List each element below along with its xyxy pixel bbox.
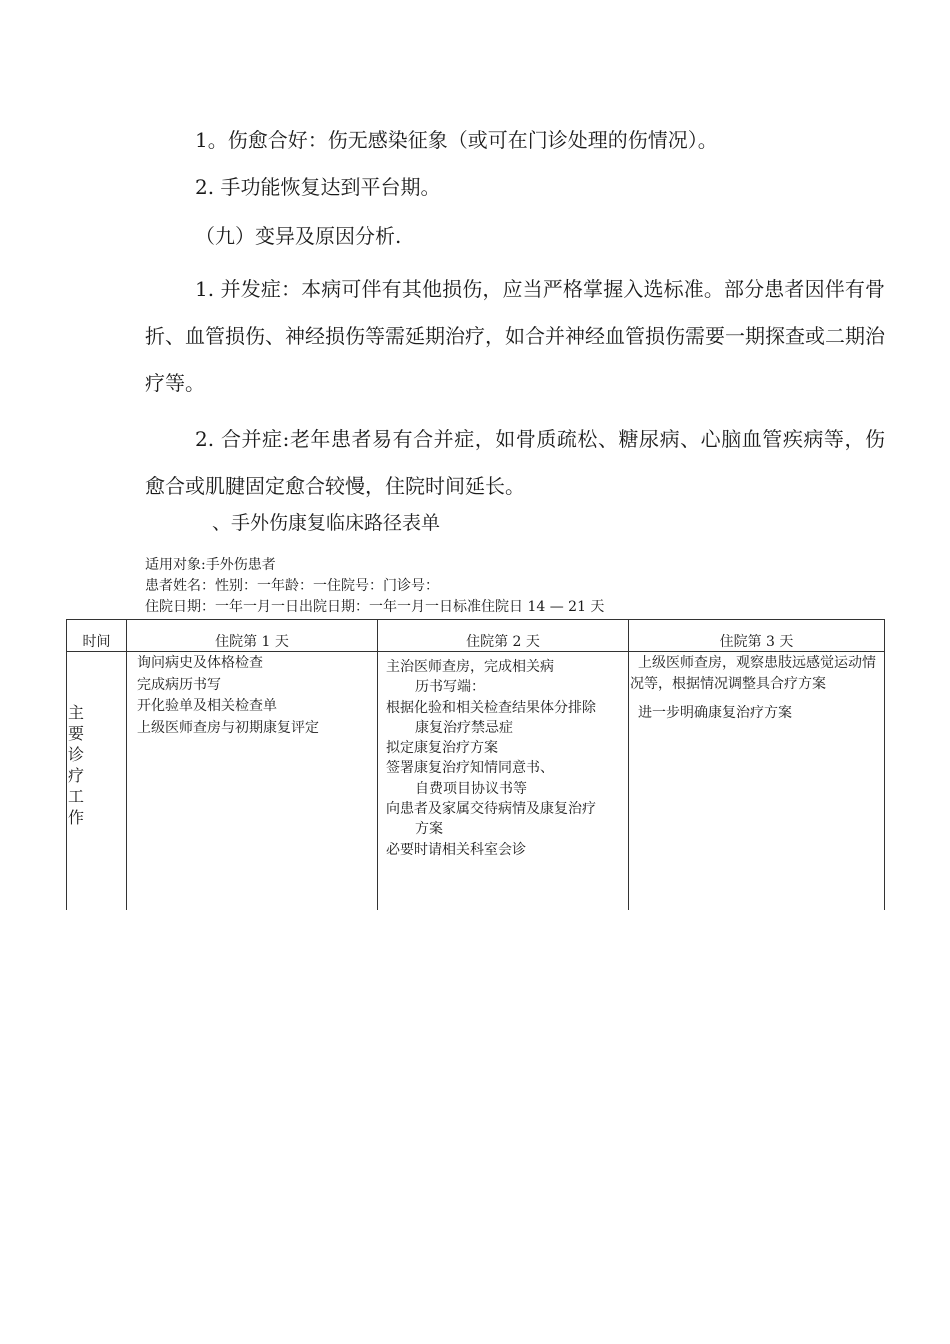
table-row-main-treatment <box>67 652 885 911</box>
list-item: 进一步明确康复治疗方案 <box>638 705 792 721</box>
criteria-wound-healed: 1。伤愈合好：伤无感染征象（或可在门诊处理的伤情况）。 <box>195 128 718 152</box>
admission-dates-line: 住院日期：一年一月一日出院日期：一年一月一日标准住院日 14 — 21 天 <box>145 599 605 615</box>
table-header-row <box>67 620 885 652</box>
criteria-hand-function: 2. 手功能恢复达到平台期。 <box>195 175 441 199</box>
applicable-patients: 适用对象:手外伤患者 <box>145 557 276 573</box>
cell-day-2 <box>378 652 629 911</box>
section-heading-variation: （九）变异及原因分析. <box>195 224 402 248</box>
form-title: 、手外伤康复临床路径表单 <box>212 512 441 534</box>
paragraph-comorbidities: 2. 合并症:老年患者易有合并症，如骨质疏松、糖尿病、心脑血管疾病等，伤愈合或肌腱固定愈合较慢，住院时间延长。 <box>145 427 885 498</box>
list-item: 开化验单及相关检查单 <box>137 698 277 714</box>
list-item: 根据化验和相关检查结果体分排除 <box>386 699 596 716</box>
list-item: 上级医师查房，观察患肢远感觉运动情况等，根据情况调整具合疗方案 <box>630 655 876 692</box>
row-label-char: 主 <box>68 703 85 722</box>
list-item: 自费项目协议书等 <box>415 780 527 797</box>
row-label-char: 要 <box>68 724 85 743</box>
list-item: 历书写端： <box>415 679 485 696</box>
row-label-char: 疗 <box>68 766 85 785</box>
list-item: 主治医师查房，完成相关病 <box>386 659 554 675</box>
header-time: 时间 <box>67 620 127 652</box>
list-item: 签署康复治疗知情同意书、 <box>386 760 554 777</box>
paragraph-complications: 1. 并发症：本病可伴有其他损伤，应当严格掌握入选标准。部分患者因伴有骨折、血管损伤、神经损伤等需延期治疗，如合并神经血管损伤需要一期探查或二期治疗等。 <box>145 277 885 395</box>
clinical-pathway-table <box>66 619 885 910</box>
cell-day-3 <box>629 652 885 911</box>
list-item: 方案 <box>415 821 443 838</box>
list-item: 康复治疗禁忌症 <box>415 719 513 736</box>
row-label-main-treatment <box>67 652 127 911</box>
list-item: 向患者及家属交待病情及康复治疗 <box>386 801 596 818</box>
row-label-char: 作 <box>68 808 85 827</box>
list-item: 拟定康复治疗方案 <box>386 740 498 757</box>
cell-day-1 <box>127 652 378 911</box>
list-item: 完成病历书写 <box>137 676 221 693</box>
list-item: 必要时请相关科室会诊 <box>386 841 526 858</box>
row-label-char: 工 <box>68 787 85 806</box>
header-day-2: 住院第 2 天 <box>378 620 629 652</box>
patient-info-line: 患者姓名：性别：一年龄：一住院号：门诊号： <box>145 578 439 594</box>
row-label-char: 诊 <box>68 745 85 764</box>
list-item: 上级医师查房与初期康复评定 <box>137 719 319 736</box>
header-day-1: 住院第 1 天 <box>127 620 378 652</box>
list-item: 询问病史及体格检查 <box>137 655 263 671</box>
header-day-3: 住院第 3 天 <box>629 620 885 652</box>
